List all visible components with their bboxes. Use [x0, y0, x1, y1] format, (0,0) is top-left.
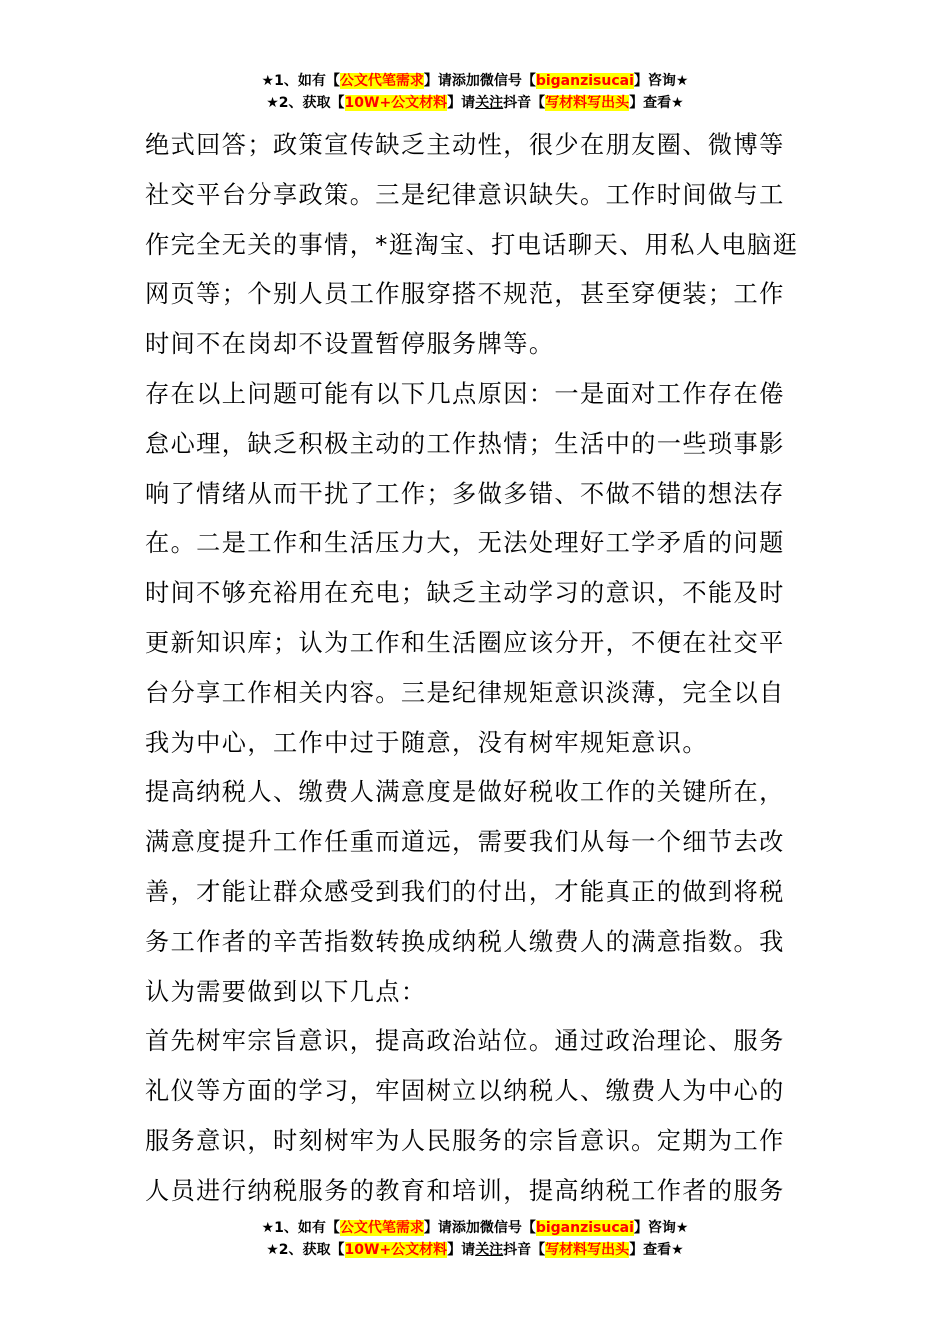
promo-line-1-text-2: 微信号【	[479, 1220, 536, 1236]
body-line: 认为需要做到以下几点：	[145, 977, 427, 1006]
body-line: 提高纳税人、缴费人满意度是做好税收工作的关键所在，	[145, 778, 785, 807]
body-line: 务工作者的辛苦指数转换成纳税人缴费人的满意指数。我	[145, 927, 785, 956]
promo-line-1-emphasis: 添加	[451, 1220, 480, 1236]
promo-line-1	[0, 70, 950, 92]
promo-line-2	[0, 92, 950, 114]
body-line: 台分享工作相关内容。三是纪律规矩意识淡薄，完全以自	[145, 678, 785, 707]
promo-highlight-wechat-id: biganzisucai	[535, 1220, 634, 1236]
promo-line-2-emphasis: 关注	[475, 1242, 504, 1258]
promo-line-2-prefix: ★2、获取【	[266, 1242, 345, 1258]
promo-line-2-text: 】请	[447, 95, 476, 111]
footer-promo-banner	[0, 1217, 950, 1261]
promo-highlight-douyin: 写材料写出头	[545, 1242, 630, 1258]
body-line: 礼仪等方面的学习，牢固树立以纳税人、缴费人为中心的	[145, 1077, 785, 1106]
promo-line-1-prefix: ★1、如有【	[261, 73, 340, 89]
promo-line-1-text: 】请	[423, 73, 452, 89]
body-line: 怠心理，缺乏积极主动的工作热情；生活中的一些琐事影	[145, 429, 785, 458]
body-line: 响了情绪从而干扰了工作；多做多错、不做不错的想法存	[145, 479, 785, 508]
body-line: 人员进行纳税服务的教育和培训，提高纳税工作者的服务	[145, 1176, 785, 1205]
promo-line-2-text-2: 抖音【	[503, 95, 546, 111]
promo-line-2-prefix: ★2、获取【	[266, 95, 345, 111]
promo-line-2	[0, 1239, 950, 1261]
promo-line-2-suffix: 】查看★	[629, 95, 684, 111]
promo-line-1-emphasis: 添加	[451, 73, 480, 89]
body-line: 服务意识，时刻树牢为人民服务的宗旨意识。定期为工作	[145, 1126, 785, 1155]
promo-line-1-text-2: 微信号【	[479, 73, 536, 89]
promo-line-2-text-2: 抖音【	[503, 1242, 546, 1258]
body-line: 时间不在岗却不设置暂停服务牌等。	[145, 330, 555, 359]
promo-line-1-text: 】请	[423, 1220, 452, 1236]
promo-line-1-prefix: ★1、如有【	[261, 1220, 340, 1236]
promo-highlight-service: 公文代笔需求	[339, 1220, 424, 1236]
promo-line-2-emphasis: 关注	[475, 95, 504, 111]
header-promo-banner	[0, 70, 950, 114]
promo-line-2-suffix: 】查看★	[629, 1242, 684, 1258]
promo-highlight-wechat-id: biganzisucai	[535, 73, 634, 89]
body-line: 更新知识库；认为工作和生活圈应该分开，不便在社交平	[145, 628, 785, 657]
promo-line-2-text: 】请	[447, 1242, 476, 1258]
body-line: 绝式回答；政策宣传缺乏主动性，很少在朋友圈、微博等	[145, 131, 785, 159]
body-line: 作完全无关的事情，*逛淘宝、打电话聊天、用私人电脑逛	[145, 230, 799, 259]
promo-highlight-service: 公文代笔需求	[339, 73, 424, 89]
body-line: 满意度提升工作任重而道远，需要我们从每一个细节去改	[145, 828, 785, 857]
promo-line-1	[0, 1217, 950, 1239]
promo-highlight-materials: 10W+公文材料	[344, 95, 448, 111]
body-line: 时间不够充裕用在充电；缺乏主动学习的意识，不能及时	[145, 579, 785, 608]
document-body	[145, 121, 810, 1217]
body-line: 我为中心，工作中过于随意，没有树牢规矩意识。	[145, 728, 708, 757]
body-line: 网页等；个别人员工作服穿搭不规范，甚至穿便装；工作	[145, 280, 785, 309]
body-line: 首先树牢宗旨意识，提高政治站位。通过政治理论、服务	[145, 1027, 785, 1056]
promo-highlight-douyin: 写材料写出头	[545, 95, 630, 111]
promo-highlight-materials: 10W+公文材料	[344, 1242, 448, 1258]
body-line: 社交平台分享政策。三是纪律意识缺失。工作时间做与工	[145, 180, 785, 209]
promo-line-1-suffix: 】咨询★	[633, 73, 689, 89]
body-line: 在。二是工作和生活压力大，无法处理好工学矛盾的问题	[145, 529, 785, 558]
promo-line-1-suffix: 】咨询★	[633, 1220, 689, 1236]
body-line: 善，才能让群众感受到我们的付出，才能真正的做到将税	[145, 877, 785, 906]
body-line: 存在以上问题可能有以下几点原因：一是面对工作存在倦	[145, 379, 785, 408]
